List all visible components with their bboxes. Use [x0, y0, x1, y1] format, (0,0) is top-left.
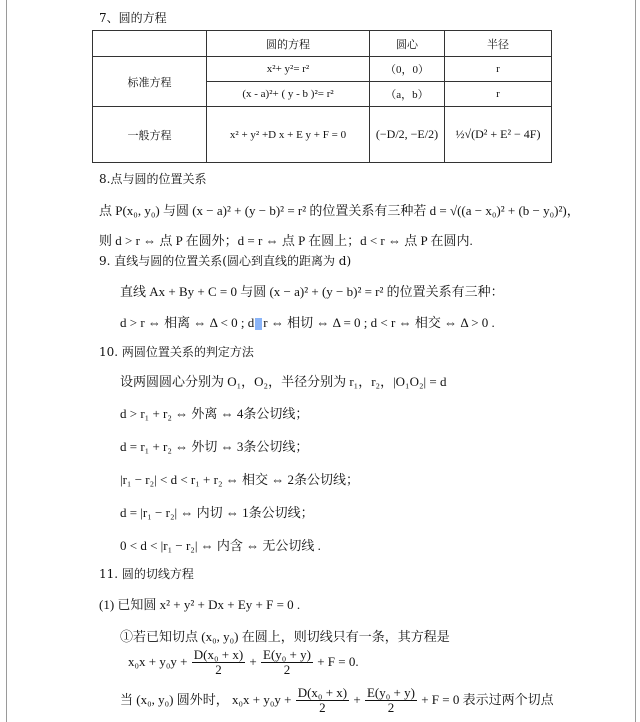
section-11-item-1: (1) 已知圆 x² + y² + Dx + Ey + F = 0 . — [99, 597, 301, 612]
external-point-tail: + F = 0 表示过两个切点 — [421, 691, 554, 707]
fraction-d-numerator: D(x₀ + x) — [193, 647, 244, 662]
fraction-e-term — [261, 648, 313, 678]
general-center: (−D/2, −E/2) — [370, 107, 445, 163]
section-7-title: 7、圆的方程 — [99, 11, 167, 25]
general-eq: x² + y² +D x + E y + F = 0 — [207, 107, 370, 163]
general-radius: ½√(D² + E² − 4F) — [445, 107, 552, 163]
standard-form-label: 标准方程 — [93, 57, 207, 107]
section-8-line1: 点 P(x₀, y₀) 与圆 (x − a)² + (y − b)² = r² 的位置关系有三种若 d = √((a − x₀)² + (b − y₀)²)， — [99, 203, 580, 218]
section-9-line2-part2: r ⇔ 相切 ⇔ Δ = 0 ; d < r ⇔ 相交 ⇔ Δ > 0 . — [263, 315, 495, 330]
standard-center-general: （a，b） — [370, 82, 445, 107]
table-header-equation: 圆的方程 — [207, 31, 370, 57]
standard-radius-general: r — [445, 82, 552, 107]
plus-sign-2: + — [353, 691, 361, 707]
section-10-title: 10. 两圆位置关系的判定方法 — [99, 345, 254, 359]
circle-equation-table — [92, 30, 552, 163]
text-selection-cursor — [255, 318, 262, 330]
standard-radius-origin: r — [445, 57, 552, 82]
fraction-e-denominator: 2 — [283, 662, 291, 678]
fraction-d-denominator-2: 2 — [319, 700, 326, 716]
fraction-e-numerator: E(y₀ + y) — [263, 647, 311, 662]
table-header-blank — [93, 31, 207, 57]
section-8-title: 8.点与圆的位置关系 — [99, 172, 207, 186]
fraction-d-term-2 — [296, 686, 349, 716]
plus-sign: + — [249, 653, 257, 669]
section-9-title: 9. 直线与圆的位置关系(圆心到直线的距离为 d) — [99, 254, 352, 268]
standard-center-origin: （0，0） — [370, 57, 445, 82]
fraction-d-numerator-2: D(x₀ + x) — [297, 685, 348, 700]
fraction-d-term — [192, 648, 245, 678]
tangent-eq-lead: x₀x + y₀y + — [128, 653, 188, 669]
tangent-equation — [128, 648, 359, 678]
fraction-e-denominator-2: 2 — [387, 700, 395, 716]
section-10-case-1: d > r₁ + r₂ ⇔ 外离 ⇔ 4条公切线； — [120, 406, 309, 421]
section-8-line2: 则 d > r ⇔ 点 P 在圆外；d = r ⇔ 点 P 在圆上；d < r ⇔ 点 P 在圆内. — [99, 233, 473, 248]
section-10-intro: 设两圆圆心分别为 O₁，O₂，半径分别为 r₁，r₂，|O₁O₂| = d — [120, 374, 447, 389]
section-11-sub-1: ①若已知切点 (x₀, y₀) 在圆上，则切线只有一条，其方程是 — [120, 629, 450, 644]
general-form-label: 一般方程 — [93, 107, 207, 163]
external-point-line — [120, 686, 554, 716]
section-9-line2-part1: d > r ⇔ 相离 ⇔ Δ < 0 ; d — [120, 315, 255, 330]
standard-eq-origin: x²+ y²= r² — [207, 57, 370, 82]
section-9-line2 — [120, 312, 495, 331]
tangent-eq-tail: + F = 0. — [317, 653, 359, 669]
section-10-case-2: d = r₁ + r₂ ⇔ 外切 ⇔ 3条公切线； — [120, 439, 309, 454]
section-10-case-4: d = |r₁ − r₂| ⇔ 内切 ⇔ 1条公切线； — [120, 505, 314, 520]
external-point-lead: 当 (x₀, y₀) 圆外时， x₀x + y₀y + — [120, 691, 292, 707]
section-10-case-3: |r₁ − r₂| < d < r₁ + r₂ ⇔ 相交 ⇔ 2条公切线； — [120, 472, 359, 487]
section-9-line1: 直线 Ax + By + C = 0 与圆 (x − a)² + (y − b)² = r² 的位置关系有三种： — [120, 284, 504, 299]
table-header-center: 圆心 — [370, 31, 445, 57]
fraction-e-term-2 — [365, 686, 417, 716]
table-header-radius: 半径 — [445, 31, 552, 57]
fraction-d-denominator: 2 — [215, 662, 222, 678]
standard-eq-general: (x - a)²+ ( y - b )²= r² — [207, 82, 370, 107]
section-10-case-5: 0 < d < |r₁ − r₂| ⇔ 内含 ⇔ 无公切线 . — [120, 538, 321, 553]
fraction-e-numerator-2: E(y₀ + y) — [366, 685, 415, 700]
section-11-title: 11. 圆的切线方程 — [99, 567, 194, 581]
